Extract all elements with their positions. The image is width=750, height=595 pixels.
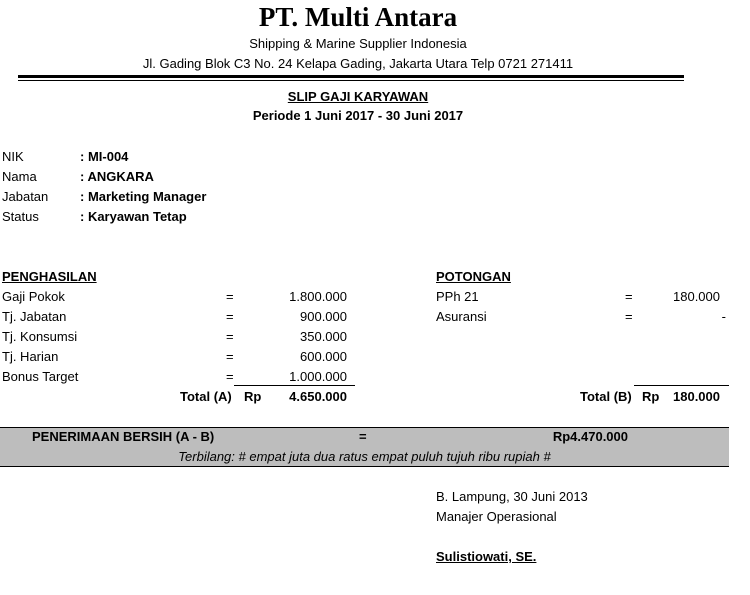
employee-label-status: Status	[2, 209, 39, 224]
deduction-eq: =	[625, 309, 633, 324]
employee-value-nik: : MI-004	[80, 149, 129, 164]
income-amount: 900.000	[300, 309, 347, 324]
deduction-eq: =	[625, 289, 633, 304]
income-amount: 1.000.000	[289, 369, 347, 384]
deductions-total-label: Total (B)	[580, 389, 632, 404]
company-name: PT. Multi Antara	[258, 2, 458, 32]
employee-value-status: : Karyawan Tetap	[80, 209, 187, 224]
income-eq: =	[226, 309, 234, 324]
header-rule-thick	[18, 75, 684, 78]
net-pay-amount: Rp4.470.000	[552, 429, 628, 444]
employee-label-nama: Nama	[2, 169, 37, 184]
net-pay-in-words: Terbilang: # empat juta dua ratus empat puluh tujuh ribu rupiah #	[178, 449, 551, 464]
income-label: Tj. Harian	[2, 349, 59, 364]
employee-label-jabatan: Jabatan	[2, 189, 49, 204]
net-pay-eq: =	[359, 429, 367, 444]
deduction-label: Asuransi	[436, 309, 487, 324]
income-total-currency: Rp	[244, 389, 262, 404]
income-sum-line	[234, 385, 355, 386]
deductions-total-currency: Rp	[642, 389, 660, 404]
income-label: Tj. Jabatan	[2, 309, 67, 324]
deductions-sum-line	[634, 385, 729, 386]
income-eq: =	[226, 349, 234, 364]
employee-label-nik: NIK	[2, 149, 24, 164]
employee-value-jabatan: : Marketing Manager	[80, 189, 207, 204]
slip-title: SLIP GAJI KARYAWAN	[287, 89, 429, 104]
income-total-amount: 4.650.000	[289, 389, 347, 404]
income-label: Bonus Target	[2, 369, 79, 384]
income-eq: =	[226, 329, 234, 344]
income-heading: PENGHASILAN	[2, 269, 97, 284]
income-label: Tj. Konsumsi	[2, 329, 78, 344]
deductions-heading: POTONGAN	[436, 269, 511, 284]
signature-place-date: B. Lampung, 30 Juni 2013	[436, 489, 588, 504]
income-amount: 350.000	[300, 329, 347, 344]
deduction-label: PPh 21	[436, 289, 479, 304]
net-pay-label: PENERIMAAN BERSIH (A - B)	[32, 429, 215, 444]
income-amount: 1.800.000	[289, 289, 347, 304]
income-eq: =	[226, 289, 234, 304]
company-tagline: Shipping & Marine Supplier Indonesia	[249, 36, 467, 51]
slip-period: Periode 1 Juni 2017 - 30 Juni 2017	[252, 108, 464, 123]
income-total-label: Total (A)	[180, 389, 232, 404]
deductions-total-amount: 180.000	[673, 389, 720, 404]
income-eq: =	[226, 369, 234, 384]
income-label: Gaji Pokok	[2, 289, 65, 304]
deduction-amount: 180.000	[673, 289, 720, 304]
signature-name: Sulistiowati, SE.	[436, 549, 537, 564]
employee-value-nama: : ANGKARA	[80, 169, 154, 184]
company-address: Jl. Gading Blok C3 No. 24 Kelapa Gading, Jakarta Utara Telp 0721 271411	[142, 56, 574, 71]
deduction-amount: -	[721, 309, 726, 324]
header-rule-thin	[18, 80, 684, 81]
income-amount: 600.000	[300, 349, 347, 364]
signature-role: Manajer Operasional	[436, 509, 557, 524]
